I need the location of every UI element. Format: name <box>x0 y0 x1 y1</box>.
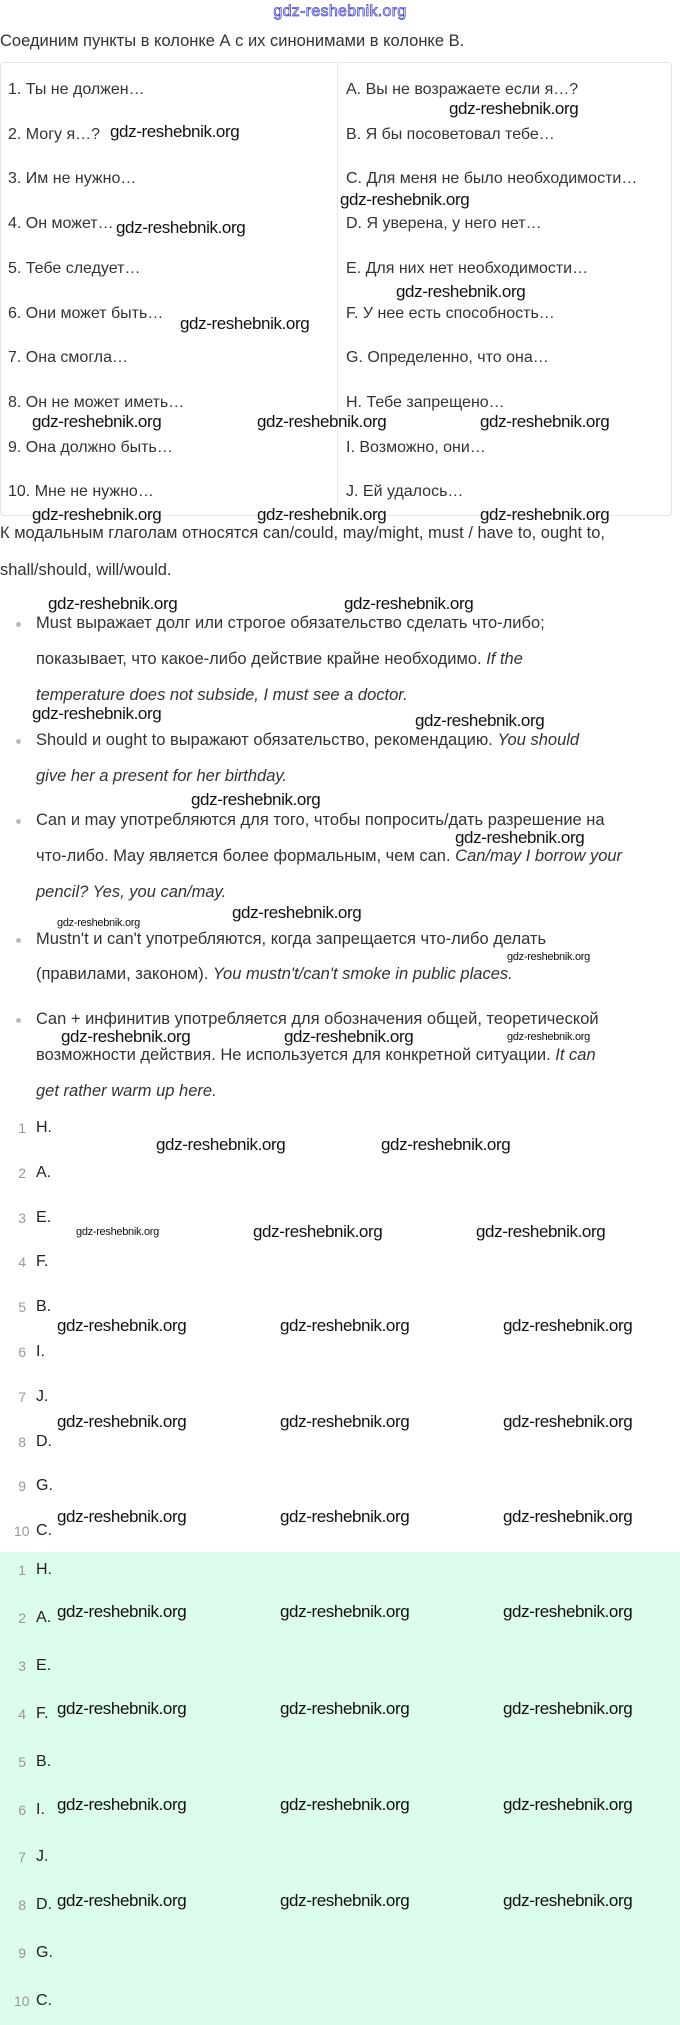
answer-number: 5 <box>18 1299 26 1316</box>
column-a-item: 1. Ты не должен… <box>8 81 145 98</box>
answer-letter: F. <box>36 1704 49 1722</box>
watermark-text: gdz-reshebnik.org <box>280 1602 410 1621</box>
bullet-dot-icon <box>16 739 21 744</box>
watermark-text: gdz-reshebnik.org <box>503 1795 633 1814</box>
modal-verbs-intro-line1: К модальным глаголам относятся can/could, may/might, must / have to, ought to, <box>0 524 606 542</box>
watermark-text: gdz-reshebnik.org <box>449 99 579 118</box>
rule-text: Can и may употребляются для того, чтобы попросить/дать разрешение на <box>36 811 605 829</box>
matching-table <box>0 62 672 516</box>
answer-number: 10 <box>14 1523 30 1540</box>
watermark-text: gdz-reshebnik.org <box>156 1135 286 1154</box>
answer-number: 3 <box>18 1209 26 1226</box>
watermark-text: gdz-reshebnik.org <box>344 594 474 613</box>
watermark-text: gdz-reshebnik.org <box>280 1507 410 1526</box>
watermark-text: gdz-reshebnik.org <box>503 1316 633 1335</box>
column-divider <box>337 63 338 515</box>
answer-letter: C. <box>36 1522 52 1540</box>
column-b-item: E. Для них нет необходимости… <box>346 259 589 277</box>
watermark-text: gdz-reshebnik.org <box>396 282 526 301</box>
bullet-dot-icon <box>16 1018 21 1023</box>
rule-example: get rather warm up here. <box>36 1082 217 1100</box>
answer-letter: A. <box>36 1608 52 1626</box>
watermark-text: gdz-reshebnik.org <box>57 1699 187 1718</box>
answer-number: 5 <box>18 1753 26 1770</box>
watermark-text: gdz-reshebnik.org <box>503 1507 633 1526</box>
answer-number: 2 <box>18 1164 26 1181</box>
answer-letter: B. <box>36 1752 52 1770</box>
watermark-text: gdz-reshebnik.org <box>253 1222 383 1241</box>
bullet-dot-icon <box>16 622 21 627</box>
watermark-text: gdz-reshebnik.org <box>110 122 240 141</box>
watermark-text: gdz-reshebnik.org <box>232 903 362 922</box>
answer-number: 1 <box>18 1562 26 1578</box>
watermark-text: gdz-reshebnik.org <box>116 218 246 237</box>
rule-example: temperature does not subside, I must see a doctor. <box>36 686 408 704</box>
column-a-item: 9. Она должно быть… <box>8 438 173 456</box>
watermark-text: gdz-reshebnik.org <box>284 1027 414 1046</box>
watermark-text: gdz-reshebnik.org <box>257 505 387 524</box>
rule-line <box>36 767 287 786</box>
rule-text: Mustn't и can't употребляются, когда запрещается что-либо делать <box>36 930 547 948</box>
rule-text: что-либо. May является более формальным, чем can. <box>36 847 456 865</box>
answer-letter: I. <box>36 1343 45 1360</box>
watermark-text: gdz-reshebnik.org <box>280 1412 410 1431</box>
rule-text: Can + инфинитив употребляется для обозначения общей, теоретической <box>36 1010 599 1028</box>
rule-example: give her a present for her birthday. <box>36 767 287 785</box>
column-a-item: 3. Им не нужно… <box>8 170 137 188</box>
answer-number: 9 <box>18 1478 26 1495</box>
rule-line <box>36 650 523 669</box>
watermark-text: gdz-reshebnik.org <box>280 1795 410 1814</box>
watermark-text: gdz-reshebnik.org <box>32 505 162 524</box>
rule-line <box>36 847 622 866</box>
answer-number: 4 <box>18 1705 26 1722</box>
column-b-item: A. Вы не возражаете если я…? <box>346 81 579 98</box>
column-a-item: 6. Они может быть… <box>8 304 164 322</box>
answer-number: 7 <box>18 1388 26 1405</box>
watermark-text: gdz-reshebnik.org <box>455 828 585 847</box>
column-a-item: 4. Он может… <box>8 215 114 233</box>
answer-number: 3 <box>18 1657 26 1674</box>
column-b-item: C. Для меня не было необходимости… <box>346 170 638 188</box>
modal-verbs-intro-line2: shall/should, will/would. <box>0 561 172 579</box>
rule-line <box>36 883 226 902</box>
answer-letter: C. <box>36 1992 52 2010</box>
watermark-text: gdz-reshebnik.org <box>57 917 140 929</box>
answer-letter: J. <box>36 1848 49 1866</box>
watermark-text: gdz-reshebnik.org <box>507 1031 590 1043</box>
watermark-text: gdz-reshebnik.org <box>340 190 470 209</box>
rule-line <box>36 1046 596 1065</box>
answer-letter: B. <box>36 1298 52 1316</box>
rule-text: (правилами, законом). <box>36 965 213 983</box>
watermark-text: gdz-reshebnik.org <box>57 1316 187 1335</box>
answer-number: 10 <box>14 1993 30 2010</box>
watermark-text: gdz-reshebnik.org <box>280 1316 410 1335</box>
answer-letter: J. <box>36 1387 49 1405</box>
answer-letter: E. <box>36 1208 52 1226</box>
watermark-text: gdz-reshebnik.org <box>503 1891 633 1910</box>
answer-letter: E. <box>36 1656 52 1674</box>
highlighted-answer-block <box>0 1552 680 2025</box>
answer-number: 8 <box>18 1433 26 1450</box>
rule-line <box>36 930 546 949</box>
watermark-text: gdz-reshebnik.org <box>57 1507 187 1526</box>
answer-letter: H. <box>36 1119 52 1136</box>
watermark-text: gdz-reshebnik.org <box>76 1226 159 1238</box>
column-b-item: F. У нее есть способность… <box>346 304 555 322</box>
column-b-item: G. Определенно, что она… <box>346 349 549 367</box>
watermark-text: gdz-reshebnik.org <box>503 1412 633 1431</box>
answer-letter: G. <box>36 1944 53 1962</box>
watermark-text: gdz-reshebnik.org <box>32 704 162 723</box>
watermark-text: gdz-reshebnik.org <box>280 1891 410 1910</box>
column-a-item: 7. Она смогла… <box>8 349 129 367</box>
rule-line <box>36 686 408 705</box>
column-b-item: D. Я уверена, у него нет… <box>346 215 542 233</box>
answer-letter: F. <box>36 1253 49 1271</box>
rule-text: возможности действия. Не используется для конкретной ситуации. <box>36 1046 556 1064</box>
watermark-text: gdz-reshebnik.org <box>480 505 610 524</box>
watermark-text: gdz-reshebnik.org <box>61 1027 191 1046</box>
watermark-text: gdz-reshebnik.org <box>415 711 545 730</box>
rule-example: pencil? Yes, you can/may. <box>36 883 227 901</box>
rule-text: показывает, что какое-либо действие крайне необходимо. <box>36 650 487 668</box>
rule-text: Should и ought to выражают обязательство, рекомендацию. <box>36 731 498 749</box>
rule-example: You should <box>497 731 580 749</box>
watermark-text: gdz-reshebnik.org <box>280 1699 410 1718</box>
answer-letter: A. <box>36 1163 52 1181</box>
watermark-text: gdz-reshebnik.org <box>480 412 610 431</box>
watermark-text: gdz-reshebnik.org <box>503 1602 633 1621</box>
watermark-text: gdz-reshebnik.org <box>257 412 387 431</box>
rule-example: You mustn't/can't smoke in public places. <box>212 965 513 983</box>
answer-letter: D. <box>36 1896 52 1914</box>
watermark-text: gdz-reshebnik.org <box>57 1795 187 1814</box>
bullet-dot-icon <box>16 819 21 824</box>
answer-number: 6 <box>18 1344 26 1360</box>
watermark-text: gdz-reshebnik.org <box>32 412 162 431</box>
watermark-text: gdz-reshebnik.org <box>381 1135 511 1154</box>
watermark-text: gdz-reshebnik.org <box>507 951 590 963</box>
answer-letter: I. <box>36 1800 45 1818</box>
answer-number: 1 <box>18 1120 26 1136</box>
rule-line <box>36 965 513 984</box>
rule-line <box>36 731 579 750</box>
answer-number: 2 <box>18 1609 26 1626</box>
rule-example: It can <box>555 1046 596 1064</box>
answer-letter: H. <box>36 1561 52 1578</box>
column-b-item: J. Ей удалось… <box>346 483 464 501</box>
answer-number: 7 <box>18 1849 26 1866</box>
rule-text: Must выражает долг или строгое обязательство сделать что-либо; <box>36 614 545 632</box>
watermark-text: gdz-reshebnik.org <box>57 1602 187 1621</box>
instruction-text: Соединим пункты в колонке А с их синонимами в колонке В. <box>0 32 465 50</box>
answer-number: 8 <box>18 1897 26 1914</box>
column-a-item: 10. Мне не нужно… <box>8 483 154 501</box>
column-b-item: H. Тебе запрещено… <box>346 393 505 411</box>
watermark-text: gdz-reshebnik.org <box>180 314 310 333</box>
watermark-text: gdz-reshebnik.org <box>48 594 178 613</box>
watermark-text: gdz-reshebnik.org <box>57 1412 187 1431</box>
answer-letter: G. <box>36 1477 53 1495</box>
rule-line <box>36 614 545 633</box>
rule-example: Can/may I borrow your <box>455 847 623 865</box>
column-a-item: 5. Тебе следует… <box>8 259 141 277</box>
rule-example: If the <box>486 650 523 668</box>
column-a-item: 2. Могу я…? <box>8 125 101 143</box>
column-a-item: 8. Он не может иметь… <box>8 393 185 411</box>
site-watermark-link[interactable]: gdz-reshebnik.org <box>273 3 407 20</box>
column-b-item: B. Я бы посоветовал тебе… <box>346 125 555 143</box>
answer-number: 9 <box>18 1945 26 1962</box>
answer-number: 6 <box>18 1801 26 1818</box>
rule-line <box>36 1082 217 1101</box>
watermark-text: gdz-reshebnik.org <box>503 1699 633 1718</box>
watermark-text: gdz-reshebnik.org <box>476 1222 606 1241</box>
answer-number: 4 <box>18 1254 26 1271</box>
bullet-dot-icon <box>16 938 21 943</box>
watermark-text: gdz-reshebnik.org <box>57 1891 187 1910</box>
answer-letter: D. <box>36 1432 52 1450</box>
column-b-item: I. Возможно, они… <box>346 438 486 456</box>
watermark-text: gdz-reshebnik.org <box>191 790 321 809</box>
